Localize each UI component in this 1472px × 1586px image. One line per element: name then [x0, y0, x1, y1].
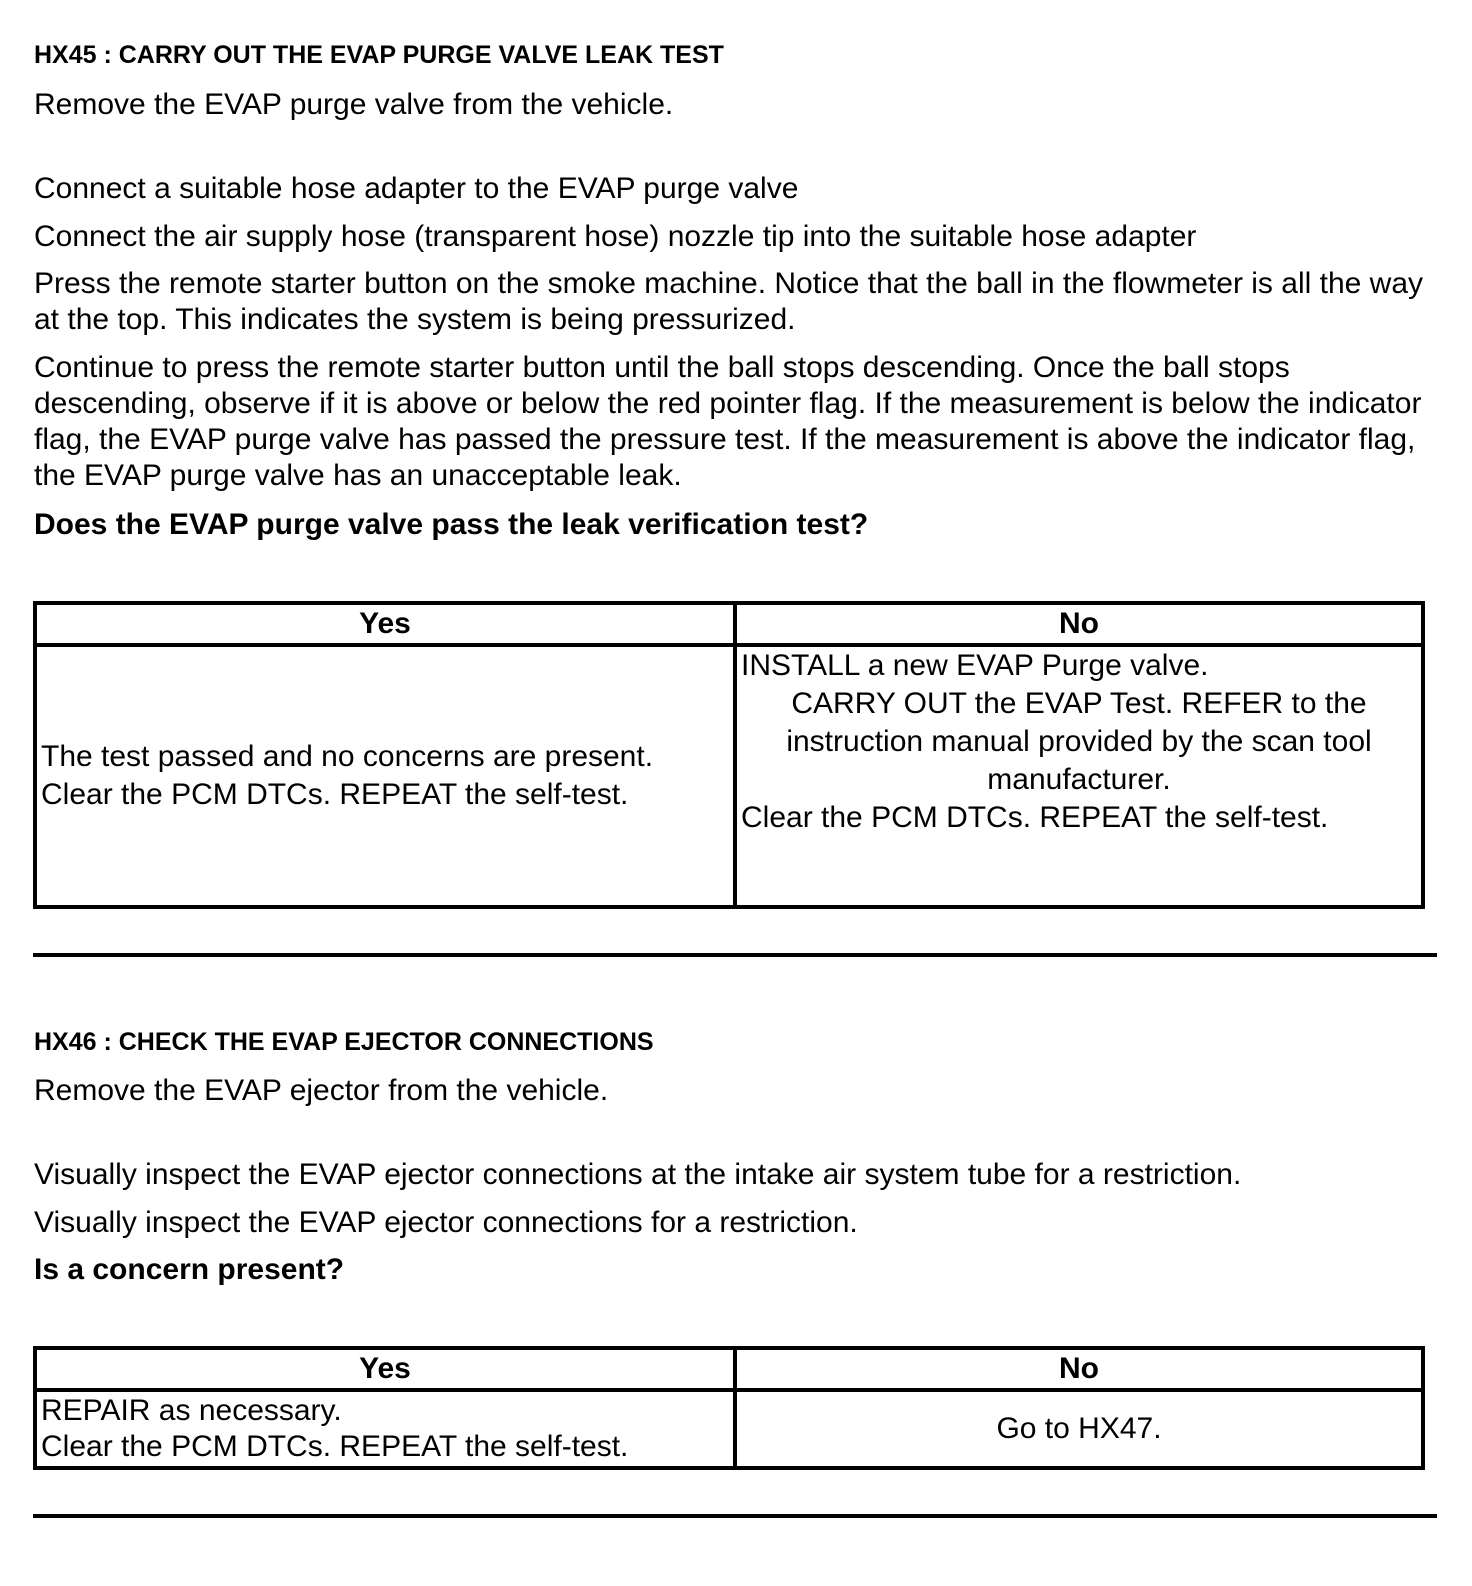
result-table-hx46: [33, 1346, 1425, 1470]
step-connect-air-supply-hose: Connect the air supply hose (transparent hose) nozzle tip into the suitable hose adapter: [34, 220, 1197, 253]
no-line-carry-out: CARRY OUT the EVAP Test. REFER to the instruction manual provided by the scan tool manufacturer.: [786, 687, 1372, 796]
step-inspect-ejector-connections: Visually inspect the EVAP ejector connections for a restriction.: [34, 1206, 858, 1239]
no-header: No: [735, 1348, 1423, 1390]
section-divider: [33, 953, 1437, 957]
step-connect-hose-adapter: Connect a suitable hose adapter to the EVAP purge valve: [34, 172, 799, 205]
yes-line-passed: The test passed and no concerns are present.: [41, 740, 654, 773]
yes-header: Yes: [35, 603, 735, 645]
table-header-row: [35, 603, 1423, 645]
step-press-remote-starter: Press the remote starter button on the smoke machine. Notice that the ball in the flowmeter is all the way at the top. This indicates the system is being pressurized.: [34, 267, 1424, 336]
yes-line-clear-dtcs: Clear the PCM DTCs. REPEAT the self-test.: [41, 1430, 629, 1463]
result-table-hx45: [33, 601, 1425, 909]
step-remove-ejector: Remove the EVAP ejector from the vehicle.: [34, 1074, 609, 1107]
no-cell: [735, 645, 1423, 907]
yes-cell: [35, 645, 735, 907]
table-header-row: [35, 1348, 1423, 1390]
table-row: [35, 1390, 1423, 1468]
step-remove-purge-valve: Remove the EVAP purge valve from the vehicle.: [34, 88, 674, 121]
yes-cell: [35, 1390, 735, 1468]
yes-header: Yes: [35, 1348, 735, 1390]
step-inspect-intake-connections: Visually inspect the EVAP ejector connections at the intake air system tube for a restriction.: [34, 1158, 1242, 1191]
no-header: No: [735, 603, 1423, 645]
table-row: [35, 645, 1423, 907]
no-cell: [735, 1390, 1423, 1468]
section-divider: [33, 1514, 1437, 1518]
question-purge-valve-pass: Does the EVAP purge valve pass the leak verification test?: [34, 508, 869, 541]
no-line-install: INSTALL a new EVAP Purge valve.: [741, 649, 1209, 682]
no-line-goto-hx47: Go to HX47.: [996, 1412, 1162, 1445]
yes-line-clear-dtcs: Clear the PCM DTCs. REPEAT the self-test.: [41, 778, 629, 811]
section-heading-hx46: HX46 : CHECK THE EVAP EJECTOR CONNECTIONS: [34, 1028, 654, 1056]
section-heading-hx45: HX45 : CARRY OUT THE EVAP PURGE VALVE LEAK TEST: [34, 41, 724, 69]
step-observe-ball-flag: Continue to press the remote starter button until the ball stops descending. Once the ball stops descending, observe if it is above or below the red pointer flag. If the measurement is below the indicator flag, the EVAP purge valve has passed the pressure test. If the measurement is above the indicator flag, the EVAP purge valve has an unacceptable leak.: [34, 351, 1422, 492]
no-line-clear-dtcs: Clear the PCM DTCs. REPEAT the self-test.: [741, 801, 1329, 834]
question-concern-present: Is a concern present?: [34, 1253, 345, 1286]
yes-line-repair: REPAIR as necessary.: [41, 1394, 342, 1427]
